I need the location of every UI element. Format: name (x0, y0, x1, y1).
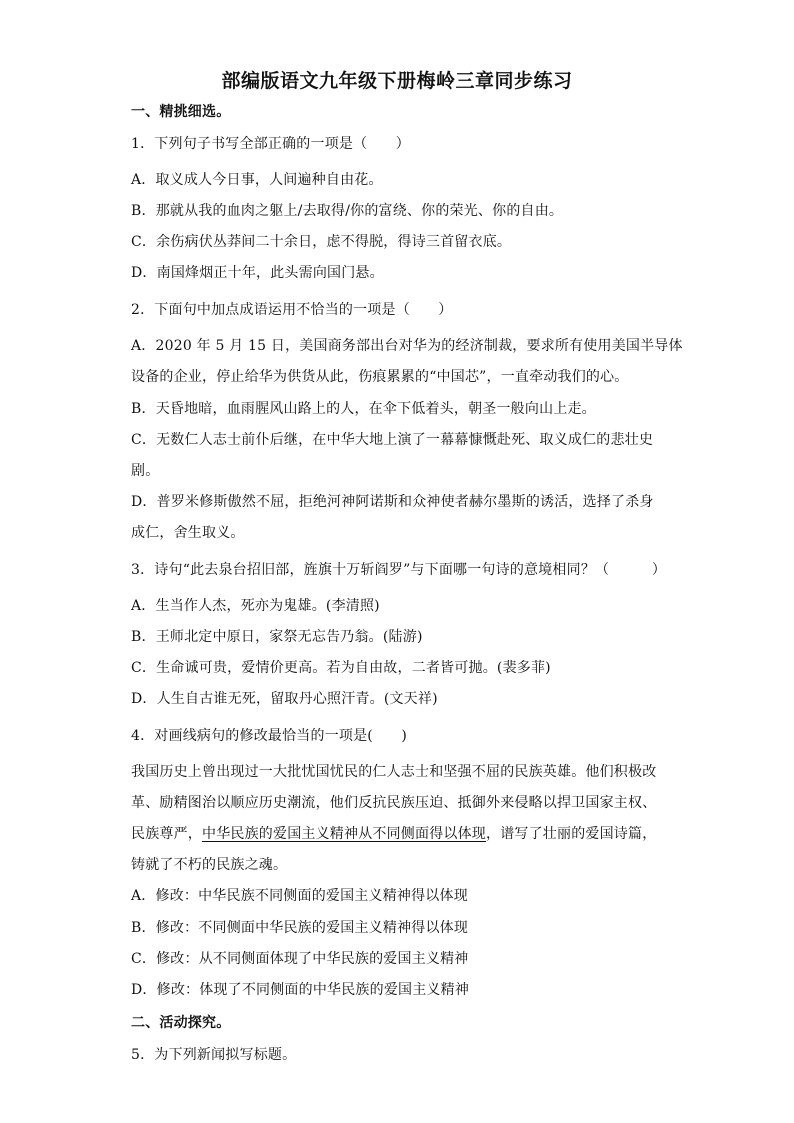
section-heading-1: 一、精挑细选。 (131, 104, 231, 120)
question-2-option-a-line-1: A．2020 年 5 月 15 日，美国商务部出台对华为的经济制裁，要求所有使用美国半导体 (131, 338, 683, 354)
question-2-option-b: B．天昏地暗，血雨腥风山路上的人，在伞下低着头，朝圣一般向山上走。 (131, 401, 596, 417)
question-2-option-a-line-2: 设备的企业，停止给华为供货从此，伤痕累累的“中国芯”，一直牵动我们的心。 (131, 369, 629, 385)
question-1-option-a: A．取义成人今日事，人间遍种自由花。 (131, 172, 383, 188)
question-4-stem: 4．对画线病句的修改最恰当的一项是( ) (131, 728, 408, 744)
question-5-stem: 5．为下列新闻拟写标题。 (131, 1047, 297, 1063)
question-3-option-b: B．王师北定中原日，家祭无忘告乃翁。(陆游) (131, 629, 423, 645)
question-3-stem: 3．诗句“此去泉台招旧部，旌旗十万斩阎罗”与下面哪一句诗的意境相同？（ ） (131, 562, 667, 578)
passage-text-after-underline: ，谱写了壮丽的爱国诗篇， (486, 826, 657, 842)
question-4-passage-line-4: 铸就了不朽的民族之魂。 (131, 857, 288, 873)
question-3-option-c: C．生命诚可贵，爱情价更高。若为自由故，二者皆可抛。(裴多菲) (131, 660, 551, 676)
question-4-passage-line-2: 革、励精图治以顺应历史潮流，他们反抗民族压迫、抵御外来侵略以捍卫国家主权、 (131, 795, 657, 811)
question-4-option-a: A．修改：中华民族不同侧面的爱国主义精神得以体现 (131, 888, 468, 904)
underlined-faulty-sentence: 中华民族的爱国主义精神从不同侧面得以体现 (202, 826, 486, 842)
question-1-option-b: B．那就从我的血肉之躯上/去取得/你的富绕、你的荣光、你的自由。 (131, 203, 564, 219)
question-2-option-d-line-2: 成仁，舍生取义。 (131, 525, 245, 541)
question-4-option-b: B．修改：不同侧面中华民族的爱国主义精神得以体现 (131, 920, 469, 936)
question-3-option-d: D．人生自古谁无死，留取丹心照汗青。(文天祥) (131, 691, 438, 707)
question-2-option-c-line-1: C．无数仁人志士前仆后继，在中华大地上演了一幕幕慷慨赴死、取义成仁的悲壮史 (131, 432, 654, 448)
question-4-option-d: D．修改：体现了不同侧面的中华民族的爱国主义精神 (131, 982, 470, 998)
question-4-passage-line-3 (131, 824, 671, 844)
question-2-option-d-line-1: D．普罗米修斯傲然不屈，拒绝河神阿诺斯和众神使者赫尔墨斯的诱活，选择了杀身 (131, 494, 654, 510)
section-heading-2: 二、活动探究。 (131, 1015, 231, 1031)
question-1-option-c: C．余伤病伏丛莽间二十余日，虑不得脱，得诗三首留衣底。 (131, 234, 512, 250)
question-1-option-d: D．南国烽烟正十年，此头需向国门悬。 (131, 265, 384, 281)
question-1-stem: 1．下列句子书写全部正确的一项是（ ） (131, 136, 410, 152)
page-title: 部编版语文九年级下册梅岭三章同步练习 (221, 70, 573, 92)
question-3-option-a: A．生当作人杰，死亦为鬼雄。(李清照) (131, 598, 380, 614)
passage-text-before-underline: 民族尊严， (131, 826, 202, 842)
question-4-passage-line-1: 我国历史上曾出现过一大批忧国忧民的仁人志士和坚强不屈的民族英雄。他们积极改 (131, 764, 657, 780)
question-4-option-c: C．修改：从不同侧面体现了中华民族的爱国主义精神 (131, 951, 469, 967)
question-2-option-c-line-2: 剧。 (131, 463, 160, 479)
question-2-stem: 2．下面句中加点成语运用不恰当的一项是（ ） (131, 302, 453, 318)
